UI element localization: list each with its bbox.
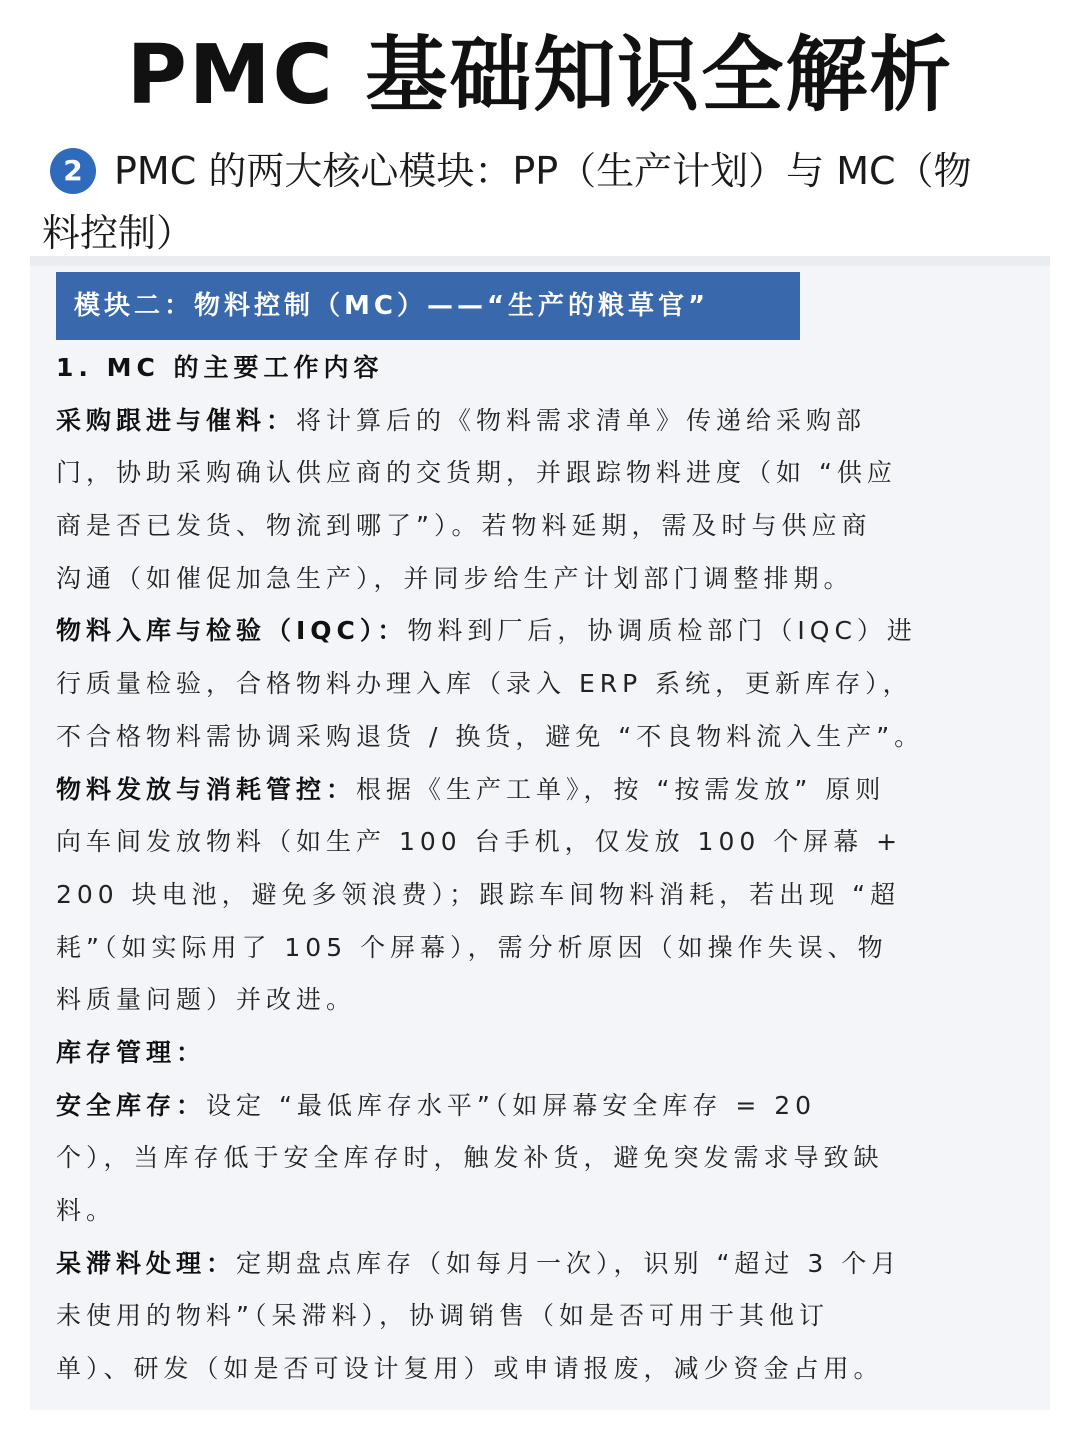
content-line <box>56 1343 1036 1396</box>
section-heading-line1: PMC 的两大核心模块：PP（生产计划）与 MC（物 <box>114 149 972 193</box>
line-text: 物料到厂后，协调质检部门（IQC）进 <box>407 616 917 646</box>
content-line <box>56 816 1036 869</box>
term-label: 物料发放与消耗管控： <box>56 774 357 804</box>
content-line <box>56 1238 1036 1291</box>
line-text: 未使用的物料”（呆滞料），协调销售（如是否可用于其他订 <box>56 1301 829 1331</box>
line-text: 料质量问题）并改进。 <box>56 985 357 1015</box>
line-text: 将计算后的《物料需求清单》传递给采购部 <box>296 405 867 435</box>
line-text: 根据《生产工单》，按 “按需发放” 原则 <box>356 774 886 804</box>
content-line <box>56 395 1036 448</box>
line-text: 定期盘点库存（如每月一次），识别 “超过 3 个月 <box>236 1248 902 1278</box>
content-line <box>56 447 1036 500</box>
line-text: 200 块电池，避免多领浪费）；跟踪车间物料消耗，若出现 “超 <box>56 879 901 909</box>
content-line <box>56 764 1036 817</box>
section-heading <box>42 140 1042 264</box>
section-heading-line2: 料控制） <box>42 211 195 255</box>
content-line <box>56 1132 1036 1185</box>
term-label: 物料入库与检验（IQC）： <box>56 616 408 646</box>
line-text: 行质量检验，合格物料办理入库（录入 ERP 系统，更新库存）， <box>56 669 913 699</box>
term-label: 安全库存： <box>56 1090 207 1120</box>
content-line <box>56 1027 1036 1080</box>
content-line <box>56 869 1036 922</box>
content-line <box>56 500 1036 553</box>
line-text: 设定 “最低库存水平”（如屏幕安全库存 = 20 <box>206 1090 817 1120</box>
content-line <box>56 974 1036 1027</box>
content-line <box>56 711 1036 764</box>
section-number-badge: 2 <box>50 148 96 194</box>
line-text: 个），当库存低于安全库存时，触发补货，避免突发需求导致缺 <box>56 1143 884 1173</box>
term-label: 库存管理： <box>56 1037 207 1067</box>
line-text: 门，协助采购确认供应商的交货期，并跟踪物料进度（如 “供应 <box>56 458 897 488</box>
line-text: 沟通（如催促加急生产），并同步给生产计划部门调整排期。 <box>56 563 854 593</box>
line-text: 不合格物料需协调采购退货 / 换货，避免 “不良物料流入生产”。 <box>56 721 925 751</box>
term-label: 呆滞料处理： <box>56 1248 237 1278</box>
line-text: 单）、研发（如是否可设计复用）或申请报废，减少资金占用。 <box>56 1354 884 1384</box>
panel-divider <box>30 256 1050 266</box>
line-text: 商是否已发货、物流到哪了”）。若物料延期，需及时与供应商 <box>56 511 872 541</box>
content-line <box>56 605 1036 658</box>
module-content <box>56 342 1036 1396</box>
term-label: 采购跟进与催料： <box>56 405 297 435</box>
content-line <box>56 922 1036 975</box>
content-line <box>56 658 1036 711</box>
content-line <box>56 1185 1036 1238</box>
content-line <box>56 553 1036 606</box>
content-line <box>56 1080 1036 1133</box>
line-text: 耗”（如实际用了 105 个屏幕），需分析原因（如操作失误、物 <box>56 932 888 962</box>
module-subheading: 1. MC 的主要工作内容 <box>56 353 384 382</box>
content-line <box>56 1290 1036 1343</box>
line-text: 向车间发放物料（如生产 100 台手机，仅发放 100 个屏幕 + <box>56 827 903 857</box>
line-text: 料。 <box>56 1196 117 1225</box>
page-title: PMC 基础知识全解析 <box>126 28 954 123</box>
module-banner: 模块二：物料控制（MC）——“生产的粮草官” <box>56 272 800 340</box>
